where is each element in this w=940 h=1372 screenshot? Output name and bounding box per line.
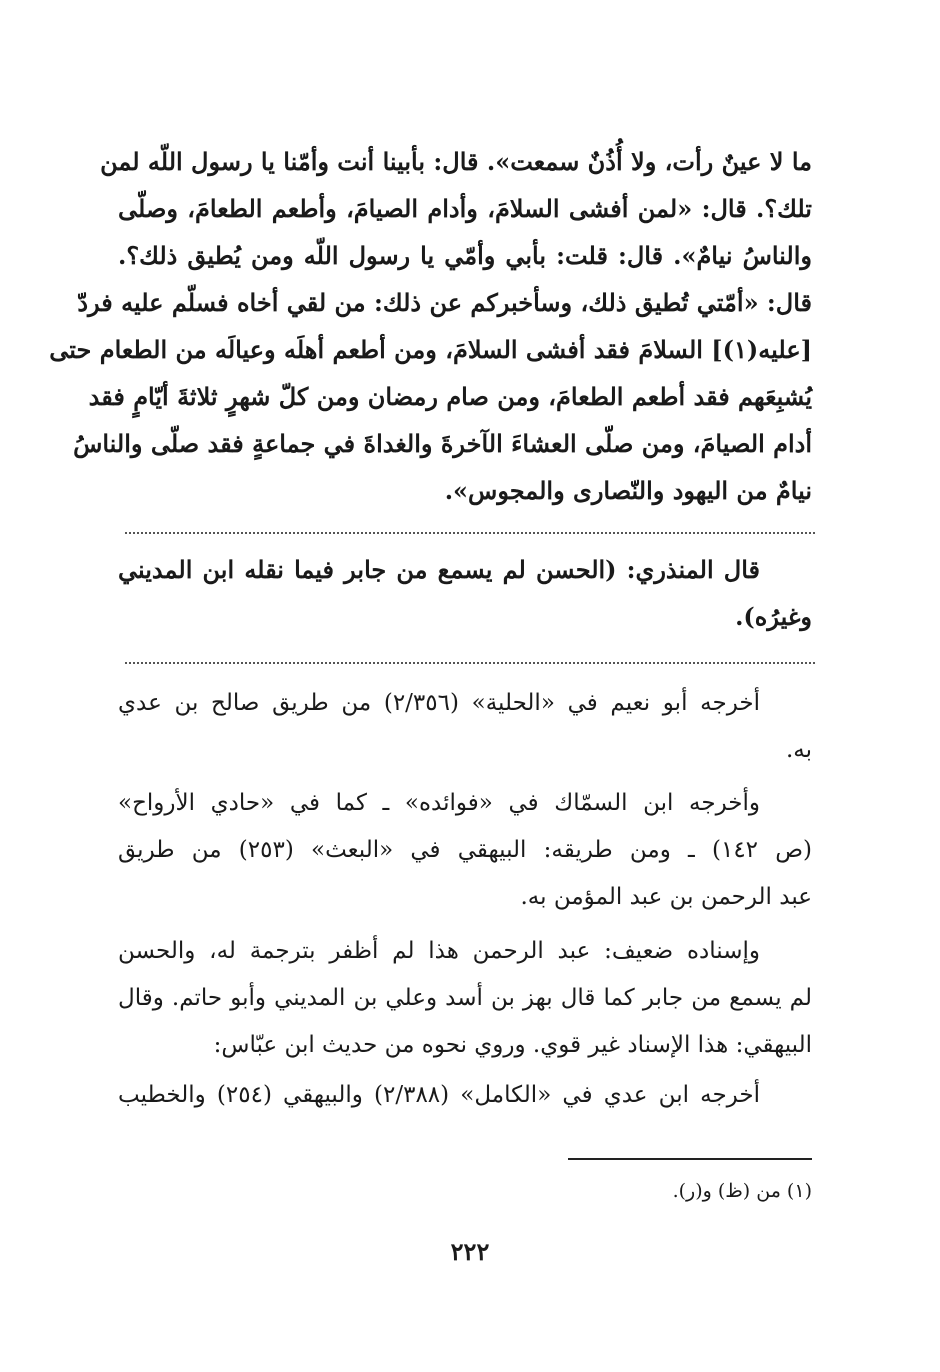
footnote-rule — [568, 1158, 812, 1160]
hadith-line: ما لا عينٌ رأت، ولا أُذُنٌ سمعت». قال: بأبينا أنت وأمّنا يا رسول اللّه لمن — [100, 147, 812, 176]
mundhiri-line: قال المنذري: (الحسن لم يسمع من جابر فيما نقله ابن المديني — [118, 555, 760, 584]
hadith-text — [49, 138, 812, 514]
takhrij-line: (ص ١٤٢) ـ ومن طريقه: البيهقي في «البعث» (٢٥٣) من طريق — [118, 837, 813, 863]
takhrij-line: لم يسمع من جابر كما قال بهز بن أسد وعلي بن المديني وأبو حاتم. وقال — [118, 985, 812, 1011]
takhrij-line: وإسناده ضعيف: عبد الرحمن هذا لم أظفر بترجمة له، والحسن — [118, 938, 760, 964]
takhrij-line: وأخرجه ابن السمّاك في «فوائده» ـ كما في «حادي الأرواح» — [118, 790, 760, 816]
takhrij-line: عبد الرحمن بن عبد المؤمن به. — [520, 884, 812, 910]
hadith-line: والناسُ نيامٌ». قال: قلت: بأبي وأمّي يا رسول اللّه ومن يُطيق ذلك؟. — [118, 241, 812, 270]
takhrij-line: أخرجه أبو نعيم في «الحلية» (٢/٣٥٦) من طريق صالح بن عدي — [118, 690, 760, 716]
hadith-line: تلك؟. قال: «لمن أفشى السلامَ، وأدام الصيامَ، وأطعم الطعامَ، وصلّى — [118, 194, 812, 223]
mundhiri-line: وغيرُه). — [735, 602, 812, 631]
hadith-line: نيامٌ من اليهود والنّصارى والمجوس». — [444, 476, 812, 505]
hadith-line: أدام الصيامَ، ومن صلّى العشاءَ الآخرةَ والغداةَ في جماعةٍ فقد صلّى والناسُ — [73, 429, 812, 458]
page-number: ٢٢٢ — [450, 1237, 490, 1266]
takhrij-line: البيهقي: هذا الإسناد غير قوي. وروي نحوه من حديث ابن عبّاس: — [213, 1032, 812, 1058]
takhrij-line: به. — [785, 737, 812, 763]
hadith-line: يُشبِعَهم فقد أطعم الطعامَ، ومن صام رمضان ومن كلّ شهرٍ ثلاثةَ أيّامٍ فقد — [88, 382, 812, 411]
takhrij-line: أخرجه ابن عدي في «الكامل» (٢/٣٨٨) والبيهقي (٢٥٤) والخطيب — [118, 1082, 760, 1108]
dotted-separator — [125, 532, 815, 534]
dotted-separator — [125, 662, 815, 664]
mundhiri-comment — [118, 546, 812, 640]
takhrij-paragraph-4 — [118, 1072, 812, 1119]
takhrij-paragraph-1 — [118, 680, 812, 774]
takhrij-paragraph-3 — [118, 928, 812, 1069]
hadith-line: قال: «أمّتي تُطيق ذلك، وسأخبركم عن ذلك: من لقي أخاه فسلّم عليه فردّ — [77, 288, 812, 317]
hadith-line: [عليه(١)] السلامَ فقد أفشى السلامَ، ومن أطعم أهلَه وعيالَه من الطعام حتى — [49, 335, 812, 364]
takhrij-paragraph-2 — [118, 780, 812, 921]
footnote: (١) من (ظ) و(ر). — [672, 1180, 812, 1202]
